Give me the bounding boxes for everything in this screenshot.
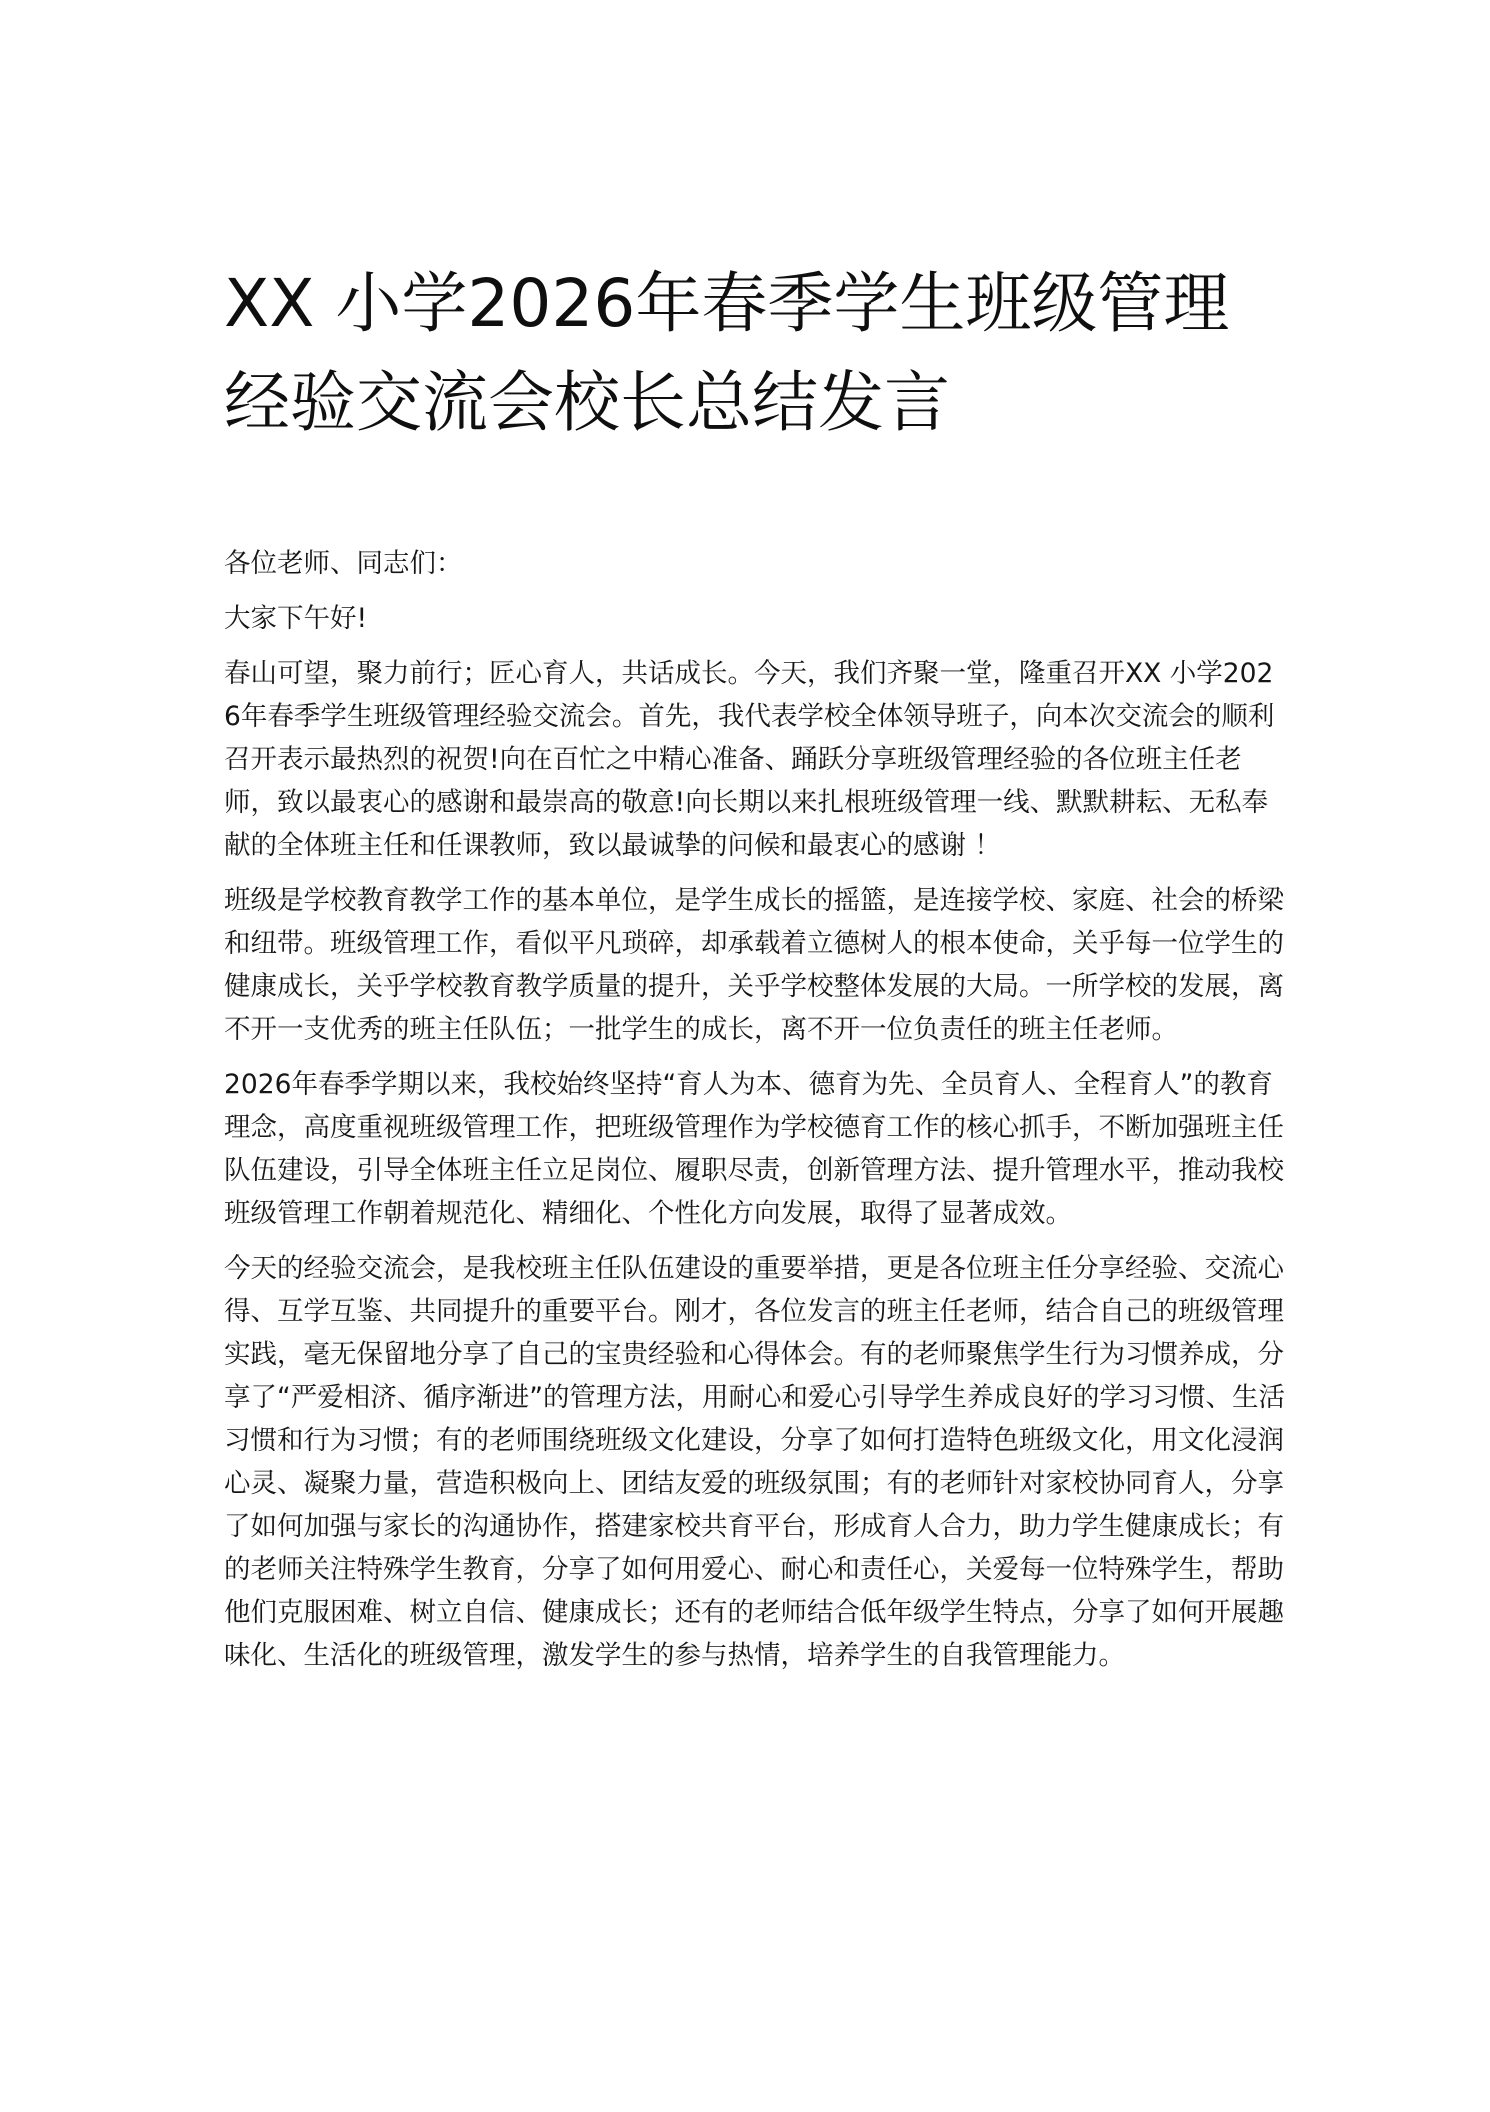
salutation-paragraph: 各位老师、同志们： <box>224 548 463 579</box>
document-title <box>224 254 1286 452</box>
document-body <box>224 542 1286 1677</box>
document-title-line-1: XX 小学2026年春季学生班级管理 <box>224 265 1230 342</box>
document-content <box>224 254 1286 1689</box>
body-paragraph: 今天的经验交流会，是我校班主任队伍建设的重要举措，更是各位班主任分享经验、交流心得、互学互鉴、共同提升的重要平台。刚才，各位发言的班主任老师，结合自己的班级管理实践，毫无保留地分享了自己的宝贵经验和心得体会。有的老师聚焦学生行为习惯养成，分享了“严爱相济、循序渐进”的管理方法，用耐心和爱心引导学生养成良好的学习习惯、生活习惯和行为习惯；有的老师围绕班级文化建设，分享了如何打造特色班级文化，用文化浸润心灵、凝聚力量，营造积极向上、团结友爱的班级氛围；有的老师针对家校协同育人，分享了如何加强与家长的沟通协作，搭建家校共育平台，形成育人合力，助力学生健康成长；有的老师关注特殊学生教育，分享了如何用爱心、耐心和责任心，关爱每一位特殊学生，帮助他们克服困难、树立自信、健康成长；还有的老师结合低年级学生特点，分享了如何开展趣味化、生活化的班级管理，激发学生的参与热情，培养学生的自我管理能力。 <box>224 1253 1285 1671</box>
greeting-paragraph: 大家下午好! <box>224 603 368 634</box>
body-paragraph: 2026年春季学期以来，我校始终坚持“育人为本、德育为先、全员育人、全程育人”的教育理念，高度重视班级管理工作，把班级管理作为学校德育工作的核心抓手，不断加强班主任队伍建设，引导全体班主任立足岗位、履职尽责，创新管理方法、提升管理水平，推动我校班级管理工作朝着规范化、精细化、个性化方向发展，取得了显著成效。 <box>224 1069 1284 1229</box>
body-paragraph: 班级是学校教育教学工作的基本单位，是学生成长的摇篮，是连接学校、家庭、社会的桥梁和纽带。班级管理工作，看似平凡琐碎，却承载着立德树人的根本使命，关乎每一位学生的健康成长，关乎学校教育教学质量的提升，关乎学校整体发展的大局。一所学校的发展，离不开一支优秀的班主任队伍；一批学生的成长，离不开一位负责任的班主任老师。 <box>224 885 1284 1045</box>
opening-paragraph: 春山可望，聚力前行；匠心育人，共话成长。今天，我们齐聚一堂，隆重召开XX 小学2026年春季学生班级管理经验交流会。首先，我代表学校全体领导班子，向本次交流会的顺利召开表示最热烈的祝贺!向在百忙之中精心准备、踊跃分享班级管理经验的各位班主任老师，致以最衷心的感谢和最崇高的敬意!向长期以来扎根班级管理一线、默默耕耘、无私奉献的全体班主任和任课教师，致以最诚挚的问候和最衷心的感谢 ！ <box>224 658 1275 861</box>
document-title-line-2: 经验交流会校长总结发言 <box>224 364 950 441</box>
